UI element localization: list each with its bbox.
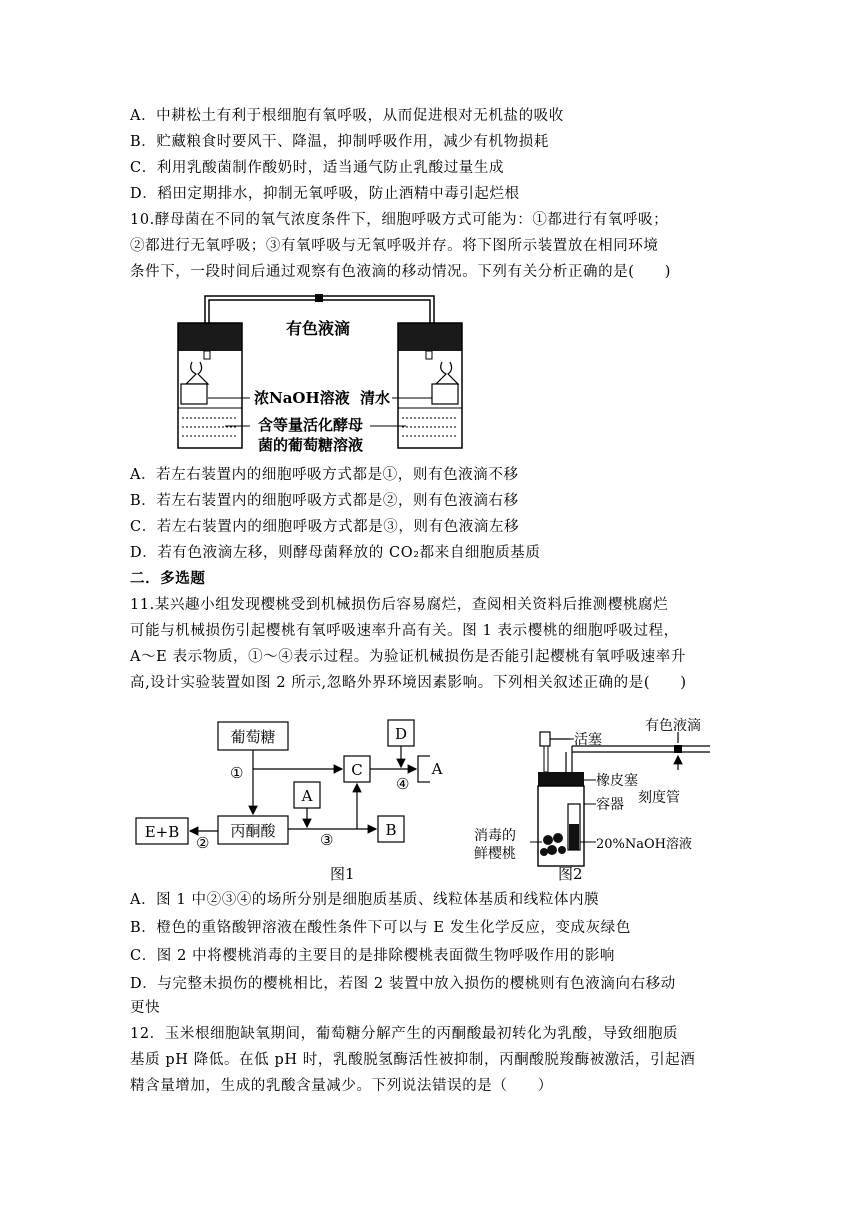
q10-stem-line: 条件下，一段时间后通过观察有色液滴的移动情况。下列有关分析正确的是( ) [130,264,672,280]
fig1-a-input: A [301,787,313,805]
fig2-stopper-label: 橡皮塞 [596,773,638,789]
label-solution-1: 含等量活化酵母 [258,416,364,434]
q11-figure-2 [470,712,730,882]
q9-option-b: B．贮藏粮食时要风干、降温，抑制呼吸作用，减少有机物损耗 [130,134,549,150]
q10-stem-line: 10.酵母菌在不同的氧气浓度条件下，细胞呼吸方式可能为：①都进行有氧呼吸； [130,212,669,228]
droplet-mark [315,294,323,302]
q12-stem-line: 精含量增加，生成的乳酸含量减少。下列说法错误的是（ ） [130,1078,553,1094]
q11-option-d-cont: 更快 [130,1000,161,1016]
q11-option-c: C．图 2 中将樱桃消毒的主要目的是排除樱桃表面微生物呼吸作用的影响 [130,948,615,964]
q9-option-c: C．利用乳酸菌制作酸奶时，适当通气防止乳酸过量生成 [130,160,505,176]
label-water: 清水 [360,389,391,407]
fig2-tube-label: 刻度管 [638,790,680,806]
fig1-d: D [394,725,408,743]
q11-option-a: A．图 1 中②③④的场所分别是细胞质基质、线粒体基质和线粒体内膜 [130,892,600,908]
q12-stem-line: 12．玉米根细胞缺氧期间，葡萄糖分解产生的丙酮酸最初转化为乳酸，导致细胞质 [130,1026,679,1042]
fig2-cherry-label-2: 鲜樱桃 [474,846,516,862]
q11-stem-line: 11.某兴趣小组发现樱桃受到机械损伤后容易腐烂，查阅相关资料后推测樱桃腐烂 [130,597,669,613]
fig2-caption: 图2 [558,865,583,882]
fig1-step-2: ② [196,834,210,852]
q9-option-d: D．稻田定期排水，抑制无氧呼吸，防止酒精中毒引起烂根 [130,186,520,202]
q11-figure-1 [130,712,430,882]
fig1-c: C [351,761,363,779]
q10-option-d: D．若有色液滴左移，则酵母菌释放的 CO₂都来自细胞质基质 [130,545,541,561]
fig1-e-plus-b: E+B [144,823,180,841]
fig1-caption: 图1 [330,865,355,882]
q10-apparatus-figure [170,290,470,460]
fig1-a-output: A [431,760,443,778]
fig2-piston-label: 活塞 [574,732,602,748]
q10-stem-line: ②都进行无氧呼吸；③有氧呼吸与无氧呼吸并存。将下图所示装置放在相同环境 [130,238,659,254]
fig2-droplet-label: 有色液滴 [645,718,701,734]
fig2-naoh-label: 20%NaOH溶液 [596,837,693,852]
fig1-pyruvate: 丙酮酸 [230,822,276,840]
q11-stem-line: 高,设计实验装置如图 2 所示,忽略外界环境因素影响。下列相关叙述正确的是( ) [130,675,687,691]
q10-option-b: B．若左右装置内的细胞呼吸方式都是②，则有色液滴右移 [130,493,519,509]
fig2-cherry-label-1: 消毒的 [474,828,516,844]
q11-stem-line: A～E 表示物质，①～④表示过程。为验证机械损伤是否能引起樱桃有氧呼吸速率升 [130,649,686,665]
fig1-glucose: 葡萄糖 [230,728,276,746]
fig2-container-label: 容器 [596,797,624,813]
q9-option-a: A．中耕松土有利于根细胞有氧呼吸，从而促进根对无机盐的吸收 [130,108,564,124]
fig2-droplet-mark [674,745,682,753]
q10-option-a: A．若左右装置内的细胞呼吸方式都是①，则有色液滴不移 [130,467,519,483]
q11-option-b: B．橙色的重铬酸钾溶液在酸性条件下可以与 E 发生化学反应，变成灰绿色 [130,920,631,936]
label-naoh: 浓NaOH溶液 [254,389,350,407]
fig1-step-1: ① [230,764,244,782]
fig1-step-3: ③ [320,831,334,849]
fig1-b: B [385,821,397,839]
fig1-step-4: ④ [396,775,410,793]
q12-stem-line: 基质 pH 降低。在低 pH 时，乳酸脱氢酶活性被抑制，丙酮酸脱羧酶被激活，引起酒 [130,1052,696,1068]
section-title: 二．多选题 [130,571,206,587]
q10-option-c: C．若左右装置内的细胞呼吸方式都是③，则有色液滴左移 [130,519,520,535]
q11-option-d: D．与完整未损伤的樱桃相比，若图 2 装置中放入损伤的樱桃则有色液滴向右移动 [130,976,676,992]
label-solution-2: 菌的葡萄糖溶液 [258,436,364,454]
q11-stem-line: 可能与机械损伤引起樱桃有氧呼吸速率升高有关。图 1 表示樱桃的细胞呼吸过程， [130,623,679,639]
label-droplet: 有色液滴 [285,319,351,338]
